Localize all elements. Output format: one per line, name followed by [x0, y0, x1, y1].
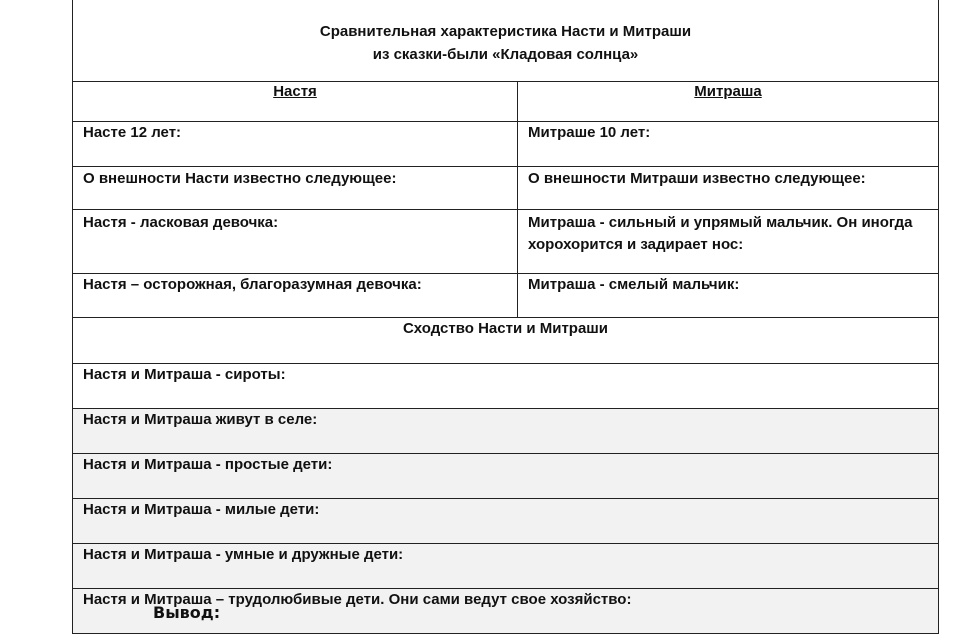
nastya-cell: О внешности Насти известно следующее: [73, 167, 518, 210]
similarity-header-row [73, 318, 939, 364]
similarity-row [73, 409, 939, 454]
nastya-cell: Настя - ласковая девочка: [73, 210, 518, 274]
mitrasha-cell: О внешности Митраши известно следующее: [518, 167, 939, 210]
similarity-cell: Настя и Митраша - умные и дружные дети: [73, 544, 939, 589]
title-line-1: Сравнительная характеристика Насти и Митраши [319, 23, 692, 40]
nastya-cell: Настя – осторожная, благоразумная девочка: [73, 274, 518, 318]
mitrasha-cell: Митраша - смелый мальчик: [518, 274, 939, 318]
similarity-row [73, 364, 939, 409]
mitrasha-cell: Митраше 10 лет: [518, 122, 939, 167]
title-line-2: из сказки-были «Кладовая солнца» [372, 46, 639, 63]
similarity-cell: Настя и Митраша - простые дети: [73, 454, 939, 499]
nastya-cell: Насте 12 лет: [73, 122, 518, 167]
similarity-heading: Сходство Насти и Митраши [73, 318, 939, 364]
column-header-mitrasha: Митраша [518, 82, 939, 122]
similarity-row [73, 544, 939, 589]
similarity-row [73, 454, 939, 499]
conclusion-label: Вывод: [153, 603, 221, 622]
similarity-cell: Настя и Митраша - сироты: [73, 364, 939, 409]
similarity-cell: Настя и Митраша - милые дети: [73, 499, 939, 544]
table-row [73, 274, 939, 318]
similarity-cell: Настя и Митраша живут в селе: [73, 409, 939, 454]
similarity-row [73, 499, 939, 544]
title-row [73, 0, 939, 82]
similarity-cell: Настя и Митраша – трудолюбивые дети. Они сами ведут свое хозяйство: [73, 589, 939, 634]
table-row [73, 167, 939, 210]
column-header-row [73, 82, 939, 122]
table-title [73, 0, 939, 82]
table-row [73, 210, 939, 274]
table-row [73, 122, 939, 167]
column-header-nastya: Настя [73, 82, 518, 122]
mitrasha-cell: Митраша - сильный и упрямый мальчик. Он иногда хорохорится и задирает нос: [518, 210, 939, 274]
comparison-table [72, 0, 939, 634]
